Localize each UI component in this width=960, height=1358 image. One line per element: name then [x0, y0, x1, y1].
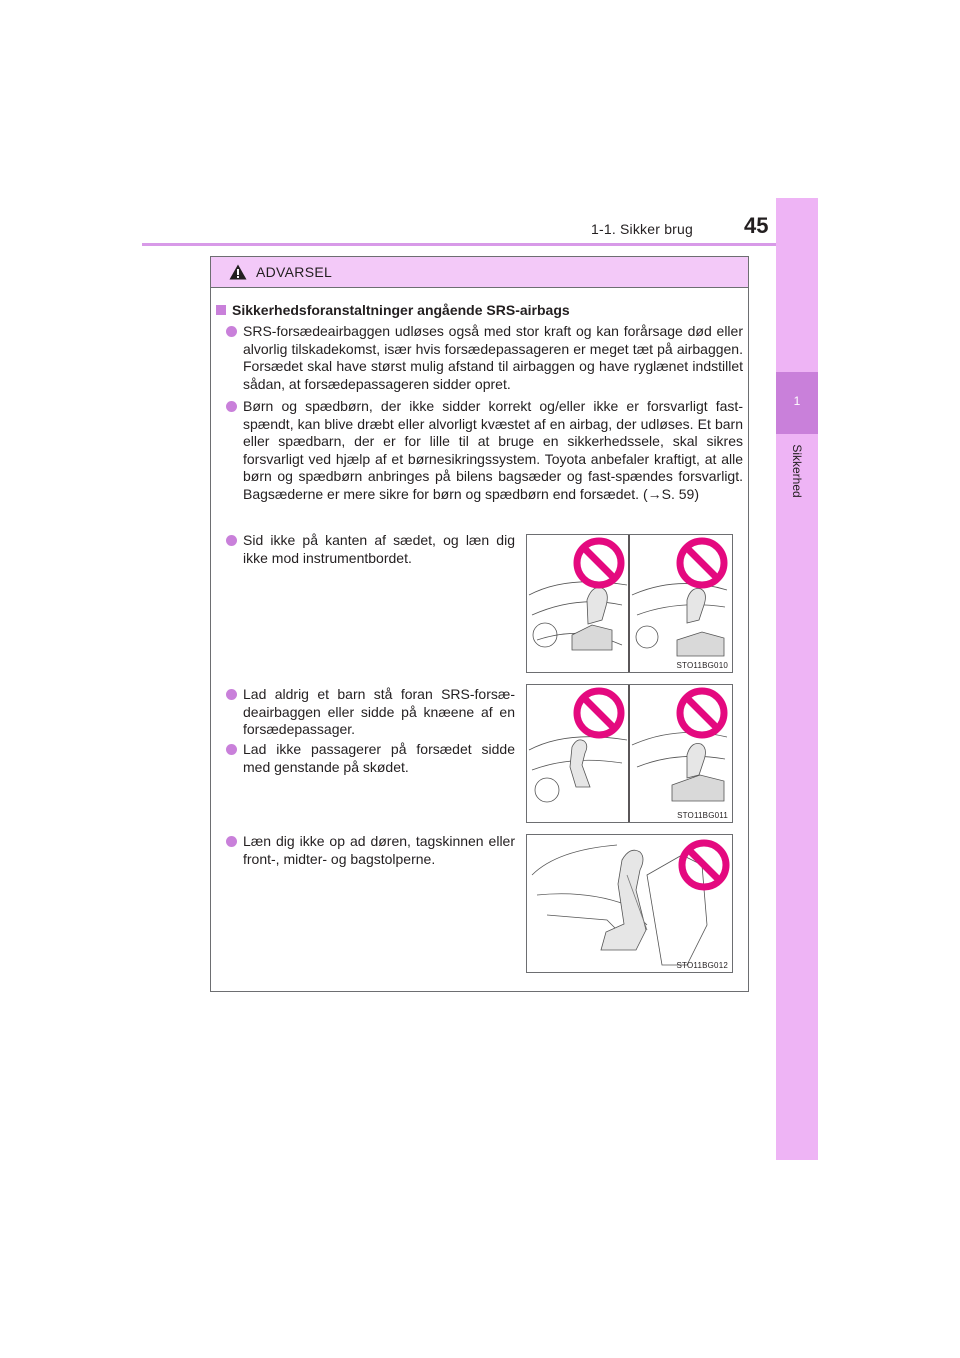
prohibition-icon [680, 541, 724, 585]
square-bullet-icon [216, 305, 226, 315]
warning-title: ADVARSEL [256, 264, 333, 280]
section-title: 1-1. Sikker brug [591, 221, 694, 237]
illustration-figure [526, 684, 733, 823]
bullet-dot-icon [226, 744, 237, 755]
chapter-number: 1 [793, 394, 801, 408]
header-rule [142, 243, 818, 246]
bullet-dot-icon [226, 326, 237, 337]
figure-code: STO11BG011 [677, 811, 728, 820]
bullet-text: Børn og spædbørn, der ikke sidder korrekt og/eller ikke er forsvarligt fast-spændt, kan blive dræbt eller alvorligt kvæstet af en airbag, der udløses. Et barn eller spædbarn, der er for lille til at bruge en sikkerhedssele, skal sikres forsvarligt ved hjælp af et børnesikringssystem. Toyota anbefaler kraftigt, at alle børn og spædbørn anbringes på bilens bagsæder og fast-spændes forsvarligt. Bagsæderne er mere sikre for børn og spædbørn end forsædet. (→S. 59) [243, 398, 743, 502]
bullet-text: Læn dig ikke op ad døren, tagskinnen eller front-, midter- og bagstolperne. [243, 833, 515, 867]
figure-illustration [527, 685, 732, 822]
figure-code: STO11BG012 [676, 961, 728, 970]
chapter-label: Sikkerhed [790, 444, 804, 498]
bullet-dot-icon [226, 689, 237, 700]
bullet-text: Sid ikke på kanten af sædet, og læn dig ikke mod instrumentbordet. [243, 532, 515, 566]
figure-code: STO11BG010 [676, 661, 728, 670]
figure-illustration [527, 535, 732, 672]
bullet-item [243, 741, 515, 776]
bullet-dot-icon [226, 836, 237, 847]
bullet-item [243, 833, 515, 868]
bullet-text: Lad ikke passagerer på forsædet sidde med genstande på skødet. [243, 741, 515, 775]
bullet-dot-icon [226, 535, 237, 546]
bullet-item [243, 323, 743, 393]
illustration-figure [526, 834, 733, 973]
figure-illustration [527, 835, 732, 972]
section-heading [216, 302, 570, 318]
warning-triangle-icon [229, 264, 247, 280]
bullet-text: SRS-forsædeairbaggen udløses også med stor kraft og kan forårsage død eller alvorlig tilskadekomst, især hvis forsædepassageren er meget tæt på airbaggen. Forsædet skal have størst mulig afstand til airbaggen og have ryglænet indstillet sådan, at forsædepassageren sidder opret. [243, 323, 743, 392]
illustration-figure [526, 534, 733, 673]
bullet-item [243, 532, 515, 567]
bullet-dot-icon [226, 401, 237, 412]
prohibition-icon [682, 843, 726, 887]
bullet-item [243, 686, 515, 739]
chapter-side-tab[interactable] [776, 198, 818, 1160]
prohibition-icon [680, 691, 724, 735]
warning-header [211, 257, 748, 288]
section-heading-text: Sikkerhedsforanstaltninger angående SRS-airbags [232, 302, 570, 318]
bullet-text: Lad aldrig et barn stå foran SRS-forsæ-deairbaggen eller sidde på knæene af en forsædepassager. [243, 686, 515, 737]
bullet-item [243, 398, 743, 503]
warning-box [210, 256, 749, 992]
prohibition-icon [577, 691, 621, 735]
page-number: 45 [744, 213, 769, 238]
prohibition-icon [577, 541, 621, 585]
